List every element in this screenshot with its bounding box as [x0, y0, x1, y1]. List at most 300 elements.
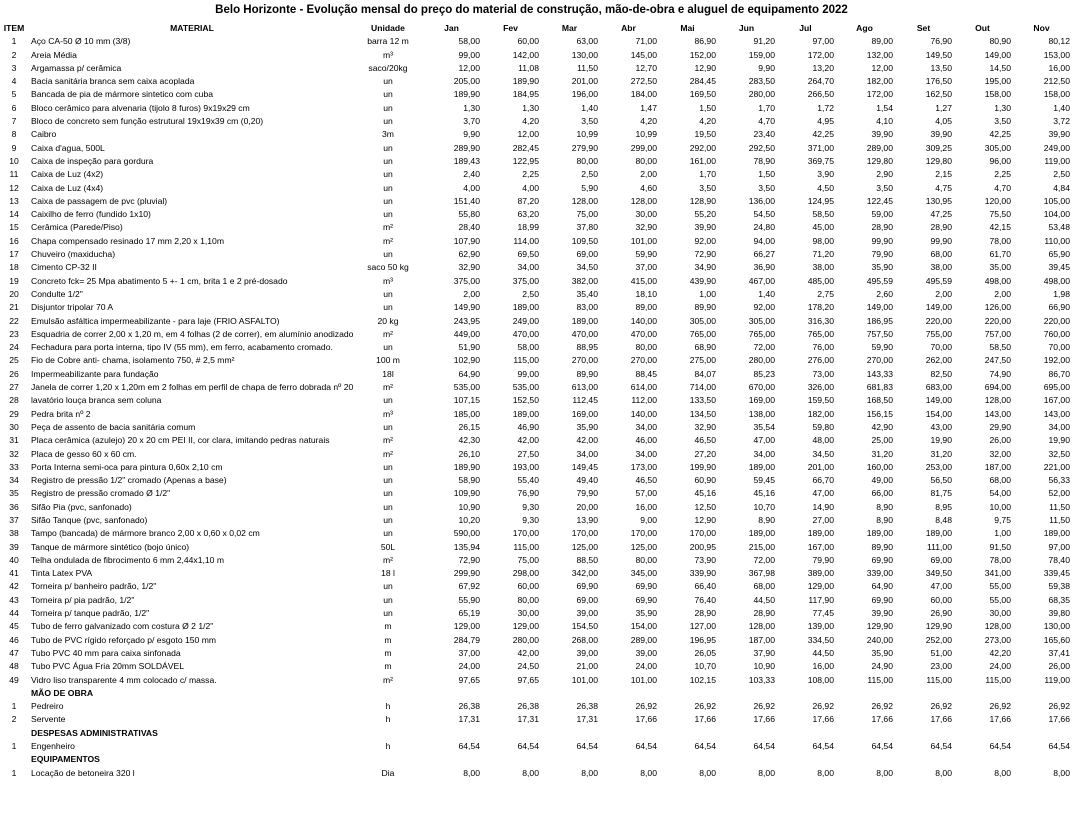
price-cell: 1,50 — [699, 102, 716, 113]
price-cell: 279,90 — [571, 142, 598, 153]
price-cell: 51,90 — [458, 342, 480, 353]
price-cell: 270,00 — [866, 355, 893, 366]
price-cell: 149,00 — [925, 395, 952, 406]
item-number-cell: 28 — [9, 395, 19, 406]
price-cell: 89,90 — [871, 541, 893, 552]
price-cell: 47,25 — [930, 209, 952, 220]
price-cell: 189,00 — [512, 408, 539, 419]
col-month-header: Mai — [680, 23, 695, 33]
price-cell: 29,90 — [989, 421, 1011, 432]
price-cell: 17,66 — [930, 714, 952, 725]
price-cell: 129,00 — [512, 621, 539, 632]
price-cell: 17,31 — [517, 714, 539, 725]
col-month-header: Ago — [856, 23, 873, 33]
price-cell: 45,16 — [753, 488, 775, 499]
unit-cell: un — [383, 169, 393, 180]
price-cell: 187,00 — [748, 634, 775, 645]
price-cell: 1,00 — [699, 288, 716, 299]
price-cell: 26,90 — [930, 608, 952, 619]
table-row — [0, 527, 1072, 540]
price-cell: 97,65 — [517, 674, 539, 685]
price-cell: 59,38 — [1048, 581, 1070, 592]
price-cell: 17,66 — [694, 714, 716, 725]
price-cell: 165,60 — [1043, 634, 1070, 645]
price-cell: 68,00 — [753, 581, 775, 592]
material-name-cell: Engenheiro — [31, 741, 75, 752]
price-cell: 8,00 — [522, 767, 539, 778]
price-cell: 128,00 — [984, 621, 1011, 632]
table-row — [0, 354, 1072, 367]
price-cell: 49,00 — [871, 475, 893, 486]
price-cell: 102,90 — [453, 355, 480, 366]
price-cell: 14,90 — [812, 501, 834, 512]
material-name-cell: Chapa compensado resinado 17 mm 2,20 x 1,10m — [31, 235, 224, 246]
price-cell: 10,90 — [753, 661, 775, 672]
price-cell: 66,90 — [1048, 302, 1070, 313]
price-cell: 189,00 — [571, 315, 598, 326]
price-cell: 1,00 — [994, 528, 1011, 539]
price-cell: 11,08 — [518, 62, 539, 73]
price-cell: 1,98 — [1053, 288, 1070, 299]
price-cell: 280,00 — [748, 355, 775, 366]
price-cell: 681,83 — [866, 382, 893, 393]
price-cell: 35,00 — [989, 262, 1011, 273]
price-cell: 10,99 — [635, 129, 657, 140]
item-number-cell: 17 — [9, 249, 19, 260]
price-cell: 495,59 — [866, 275, 893, 286]
price-cell: 275,00 — [689, 355, 716, 366]
price-cell: 38,00 — [812, 262, 834, 273]
table-row — [0, 434, 1072, 447]
price-cell: 65,90 — [1048, 249, 1070, 260]
price-cell: 3,50 — [699, 182, 716, 193]
price-cell: 47,00 — [930, 581, 952, 592]
price-cell: 78,00 — [989, 554, 1011, 565]
price-cell: 19,90 — [930, 435, 952, 446]
unit-cell: un — [383, 89, 393, 100]
material-name-cell: Caixa de inspeção para gordura — [31, 155, 154, 166]
price-cell: 196,95 — [689, 634, 716, 645]
price-cell: 24,00 — [458, 661, 480, 672]
price-cell: 102,15 — [689, 674, 716, 685]
price-cell: 8,00 — [581, 767, 598, 778]
price-cell: 86,90 — [694, 36, 716, 47]
price-cell: 169,50 — [689, 89, 716, 100]
unit-cell: un — [383, 342, 393, 353]
item-number-cell: 1 — [11, 767, 17, 778]
price-cell: 78,90 — [753, 155, 775, 166]
price-cell: 167,00 — [807, 541, 834, 552]
price-cell: 8,00 — [935, 767, 952, 778]
table-row — [0, 501, 1072, 514]
col-month-header: Jul — [799, 23, 812, 33]
price-cell: 63,20 — [517, 209, 539, 220]
section-title: EQUIPAMENTOS — [31, 754, 100, 765]
table-row — [0, 541, 1072, 554]
material-name-cell: Sifão Pia (pvc, sanfonado) — [31, 501, 132, 512]
price-cell: 220,00 — [1043, 315, 1070, 326]
table-row — [0, 620, 1072, 633]
price-table — [0, 22, 1072, 780]
price-cell: 128,90 — [689, 195, 716, 206]
item-number-cell: 42 — [9, 581, 19, 592]
item-number-cell: 9 — [11, 142, 17, 153]
price-cell: 339,00 — [866, 568, 893, 579]
price-cell: 23,40 — [753, 129, 775, 140]
price-cell: 199,90 — [689, 461, 716, 472]
price-cell: 24,00 — [989, 661, 1011, 672]
price-cell: 1,40 — [758, 288, 775, 299]
price-cell: 19,50 — [694, 129, 716, 140]
price-cell: 39,00 — [576, 608, 598, 619]
price-cell: 32,90 — [458, 262, 480, 273]
price-cell: 97,00 — [1048, 541, 1070, 552]
price-cell: 1,47 — [640, 102, 657, 113]
price-cell: 98,00 — [812, 235, 834, 246]
price-cell: 12,50 — [694, 501, 716, 512]
price-cell: 172,00 — [866, 89, 893, 100]
price-cell: 149,45 — [571, 461, 598, 472]
price-cell: 1,30 — [522, 102, 539, 113]
table-row — [0, 301, 1072, 314]
price-cell: 82,50 — [930, 368, 952, 379]
price-cell: 4,60 — [640, 182, 657, 193]
price-cell: 69,00 — [576, 594, 598, 605]
item-number-cell: 33 — [9, 461, 19, 472]
price-cell: 4,00 — [522, 182, 539, 193]
price-cell: 32,00 — [989, 448, 1011, 459]
unit-cell: m³ — [382, 49, 394, 60]
price-cell: 60,00 — [517, 36, 539, 47]
table-row — [0, 328, 1072, 341]
price-cell: 76,00 — [812, 342, 834, 353]
price-cell: 334,50 — [807, 634, 834, 645]
price-cell: 69,90 — [635, 594, 657, 605]
price-cell: 189,90 — [453, 461, 480, 472]
price-cell: 66,27 — [753, 249, 775, 260]
price-cell: 87,20 — [517, 195, 539, 206]
price-cell: 17,66 — [635, 714, 657, 725]
price-cell: 201,00 — [807, 461, 834, 472]
price-cell: 129,00 — [453, 621, 480, 632]
price-cell: 17,66 — [1048, 714, 1070, 725]
price-cell: 66,70 — [812, 475, 834, 486]
item-number-cell: 20 — [9, 288, 19, 299]
price-cell: 115,00 — [513, 355, 539, 366]
price-cell: 60,00 — [517, 581, 539, 592]
item-number-cell: 1 — [11, 741, 17, 752]
material-name-cell: Chuveiro (maxiducha) — [31, 249, 116, 260]
price-cell: 149,00 — [925, 302, 952, 313]
price-cell: 167,00 — [1043, 395, 1070, 406]
price-cell: 3,50 — [876, 182, 893, 193]
material-name-cell: Torneira p/ tanque padrão, 1/2" — [31, 608, 150, 619]
price-cell: 158,00 — [984, 89, 1011, 100]
price-cell: 26,38 — [458, 701, 480, 712]
price-cell: 75,00 — [576, 209, 598, 220]
price-cell: 115,00 — [513, 541, 539, 552]
price-cell: 3,70 — [463, 116, 480, 127]
price-cell: 84,07 — [694, 368, 716, 379]
price-cell: 9,30 — [522, 514, 539, 525]
item-number-cell: 27 — [9, 382, 19, 393]
price-cell: 28,90 — [753, 608, 775, 619]
item-number-cell: 23 — [9, 328, 19, 339]
table-row — [0, 248, 1072, 261]
price-cell: 128,00 — [630, 195, 657, 206]
price-cell: 21,00 — [576, 661, 598, 672]
price-cell: 26,00 — [1048, 661, 1070, 672]
table-row — [0, 634, 1072, 647]
price-cell: 112,00 — [631, 395, 657, 406]
material-name-cell: Porta Interna semi-oca para pintura 0,60x 2,10 cm — [31, 461, 223, 472]
price-cell: 46,00 — [635, 435, 657, 446]
material-name-cell: Janela de correr 1,20 x 1,20m em 2 folhas em perfil de chapa de ferro dobrada nº 20 — [31, 382, 354, 393]
price-cell: 498,00 — [1043, 275, 1070, 286]
item-number-cell: 34 — [9, 475, 19, 486]
price-cell: 28,90 — [930, 222, 952, 233]
price-cell: 128,00 — [748, 621, 775, 632]
item-number-cell: 22 — [9, 315, 19, 326]
price-cell: 124,95 — [807, 195, 834, 206]
price-cell: 185,00 — [453, 408, 480, 419]
price-cell: 55,40 — [517, 475, 539, 486]
price-cell: 68,90 — [694, 342, 716, 353]
item-number-cell: 13 — [9, 195, 19, 206]
price-cell: 8,00 — [817, 767, 834, 778]
table-row — [0, 62, 1072, 75]
unit-cell: m² — [382, 328, 394, 339]
price-cell: 69,90 — [635, 581, 657, 592]
item-number-cell: 7 — [11, 116, 17, 127]
material-name-cell: Bloco de concreto sem função estrutural 19x19x39 cm (0,20) — [31, 116, 264, 127]
table-row — [0, 580, 1072, 593]
price-cell: 58,50 — [812, 209, 834, 220]
price-cell: 12,00 — [458, 62, 480, 73]
price-cell: 189,00 — [748, 528, 775, 539]
item-number-cell: 25 — [9, 355, 19, 366]
price-cell: 154,00 — [925, 408, 952, 419]
col-month-header: Jan — [444, 23, 459, 33]
price-cell: 91,20 — [753, 36, 775, 47]
price-cell: 59,80 — [812, 421, 834, 432]
price-cell: 154,50 — [571, 621, 598, 632]
unit-cell: saco 50 kg — [367, 262, 409, 273]
unit-cell: m² — [382, 554, 394, 565]
material-name-cell: Bancada de pia de mármore sintetico com cuba — [31, 89, 214, 100]
price-cell: 3,50 — [758, 182, 775, 193]
price-cell: 159,00 — [748, 49, 775, 60]
item-number-cell: 21 — [9, 302, 19, 313]
price-cell: 55,80 — [458, 209, 480, 220]
price-cell: 309,25 — [925, 142, 952, 153]
price-cell: 32,50 — [1048, 448, 1070, 459]
price-cell: 30,00 — [989, 608, 1011, 619]
price-cell: 42,90 — [871, 421, 893, 432]
price-cell: 8,48 — [935, 514, 952, 525]
price-cell: 64,54 — [1048, 741, 1070, 752]
item-number-cell: 26 — [9, 368, 19, 379]
price-cell: 2,00 — [935, 288, 952, 299]
material-name-cell: Aço CA-50 Ø 10 mm (3/8) — [31, 36, 131, 47]
table-row — [0, 767, 1072, 780]
price-cell: 72,00 — [753, 554, 775, 565]
price-cell: 52,00 — [1048, 488, 1070, 499]
price-cell: 80,90 — [989, 36, 1011, 47]
unit-cell: m² — [382, 382, 394, 393]
price-cell: 138,00 — [748, 408, 775, 419]
price-cell: 247,50 — [984, 355, 1011, 366]
price-cell: 57,00 — [635, 488, 657, 499]
price-cell: 220,00 — [925, 315, 952, 326]
table-row — [0, 461, 1072, 474]
price-cell: 26,92 — [871, 701, 893, 712]
unit-cell: 3m — [382, 129, 394, 140]
price-cell: 24,00 — [635, 661, 657, 672]
price-cell: 280,00 — [748, 89, 775, 100]
table-row — [0, 35, 1072, 48]
price-cell: 45,00 — [812, 222, 834, 233]
price-cell: 67,92 — [458, 581, 480, 592]
price-cell: 64,54 — [694, 741, 716, 752]
price-cell: 46,50 — [635, 475, 657, 486]
price-cell: 58,90 — [458, 475, 480, 486]
price-cell: 289,00 — [866, 142, 893, 153]
price-cell: 535,00 — [512, 382, 539, 393]
table-row — [0, 155, 1072, 168]
price-cell: 189,90 — [512, 76, 539, 87]
price-cell: 2,90 — [876, 169, 893, 180]
price-cell: 112,45 — [572, 395, 598, 406]
material-name-cell: Servente — [31, 714, 66, 725]
price-cell: 64,54 — [930, 741, 952, 752]
price-cell: 43,00 — [930, 421, 952, 432]
price-cell: 8,00 — [994, 767, 1011, 778]
price-cell: 78,40 — [1048, 554, 1070, 565]
price-cell: 89,00 — [635, 302, 657, 313]
price-cell: 39,90 — [871, 129, 893, 140]
price-cell: 193,00 — [512, 461, 539, 472]
price-cell: 9,90 — [758, 62, 775, 73]
price-cell: 149,00 — [866, 302, 893, 313]
price-cell: 89,90 — [576, 368, 598, 379]
price-cell: 129,80 — [925, 155, 952, 166]
price-cell: 86,70 — [1048, 368, 1070, 379]
price-cell: 284,79 — [453, 634, 480, 645]
material-name-cell: Locação de betoneira 320 l — [31, 767, 135, 778]
col-month-header: Set — [916, 23, 931, 33]
price-cell: 115,00 — [985, 674, 1011, 685]
price-cell: 101,00 — [571, 674, 598, 685]
unit-cell: 18 l — [381, 568, 395, 579]
col-month-header: Jun — [738, 23, 755, 33]
price-cell: 83,00 — [576, 302, 598, 313]
price-cell: 268,00 — [571, 634, 598, 645]
price-cell: 42,30 — [458, 435, 480, 446]
price-cell: 3,50 — [581, 116, 598, 127]
price-cell: 17,31 — [458, 714, 480, 725]
price-cell: 8,00 — [699, 767, 716, 778]
material-name-cell: Caixa de passagem de pvc (pluvial) — [31, 195, 168, 206]
price-cell: 60,90 — [694, 475, 716, 486]
material-name-cell: Condulte 1/2" — [31, 288, 83, 299]
price-cell: 142,00 — [512, 49, 539, 60]
price-cell: 176,50 — [925, 76, 952, 87]
table-row — [0, 275, 1072, 288]
table-row — [0, 368, 1072, 381]
unit-cell: 50L — [380, 541, 396, 552]
price-cell: 160,00 — [866, 461, 893, 472]
price-cell: 151,40 — [453, 195, 480, 206]
price-cell: 2,40 — [463, 169, 480, 180]
price-cell: 80,00 — [517, 594, 539, 605]
section-header-row — [0, 687, 1072, 700]
price-cell: 158,00 — [1043, 89, 1070, 100]
price-cell: 10,99 — [576, 129, 598, 140]
price-cell: 14,50 — [989, 62, 1011, 73]
price-cell: 382,00 — [571, 275, 598, 286]
price-cell: 28,90 — [694, 608, 716, 619]
table-body — [0, 35, 1072, 780]
material-name-cell: Cerâmica (Parede/Piso) — [31, 222, 123, 233]
unit-cell: un — [383, 488, 393, 499]
price-cell: 289,90 — [453, 142, 480, 153]
price-cell: 253,00 — [925, 461, 952, 472]
price-cell: 44,50 — [753, 594, 775, 605]
price-cell: 765,00 — [748, 328, 775, 339]
price-cell: 9,00 — [640, 514, 657, 525]
price-cell: 94,00 — [753, 235, 775, 246]
price-cell: 26,92 — [1048, 701, 1070, 712]
price-cell: 189,00 — [866, 528, 893, 539]
price-cell: 1,40 — [1053, 102, 1070, 113]
price-cell: 129,90 — [866, 621, 893, 632]
price-cell: 64,54 — [458, 741, 480, 752]
section-spacer — [0, 753, 28, 766]
table-row — [0, 594, 1072, 607]
price-cell: 31,20 — [871, 448, 893, 459]
table-row — [0, 102, 1072, 115]
price-cell: 25,00 — [871, 435, 893, 446]
unit-cell: un — [383, 249, 393, 260]
material-name-cell: Caixa d'agua, 500L — [31, 142, 105, 153]
price-cell: 30,00 — [517, 608, 539, 619]
price-cell: 8,95 — [935, 501, 952, 512]
price-cell: 276,00 — [807, 355, 834, 366]
price-cell: 4,20 — [522, 116, 539, 127]
item-number-cell: 2 — [11, 49, 17, 60]
item-number-cell: 24 — [9, 342, 19, 353]
price-cell: 17,31 — [576, 714, 598, 725]
price-cell: 74,90 — [989, 368, 1011, 379]
price-cell: 4,20 — [699, 116, 716, 127]
price-cell: 470,00 — [512, 328, 539, 339]
price-cell: 99,90 — [930, 235, 952, 246]
price-cell: 4,75 — [935, 182, 952, 193]
price-cell: 299,00 — [630, 142, 657, 153]
price-cell: 2,50 — [581, 169, 598, 180]
item-number-cell: 45 — [9, 621, 19, 632]
price-cell: 4,20 — [640, 116, 657, 127]
price-cell: 115,00 — [926, 674, 952, 685]
price-cell: 316,30 — [807, 315, 834, 326]
table-row — [0, 567, 1072, 580]
price-cell: 757,00 — [984, 328, 1011, 339]
price-cell: 76,90 — [517, 488, 539, 499]
price-cell: 107,15 — [453, 395, 480, 406]
price-cell: 4,95 — [817, 116, 834, 127]
price-cell: 62,90 — [458, 249, 480, 260]
